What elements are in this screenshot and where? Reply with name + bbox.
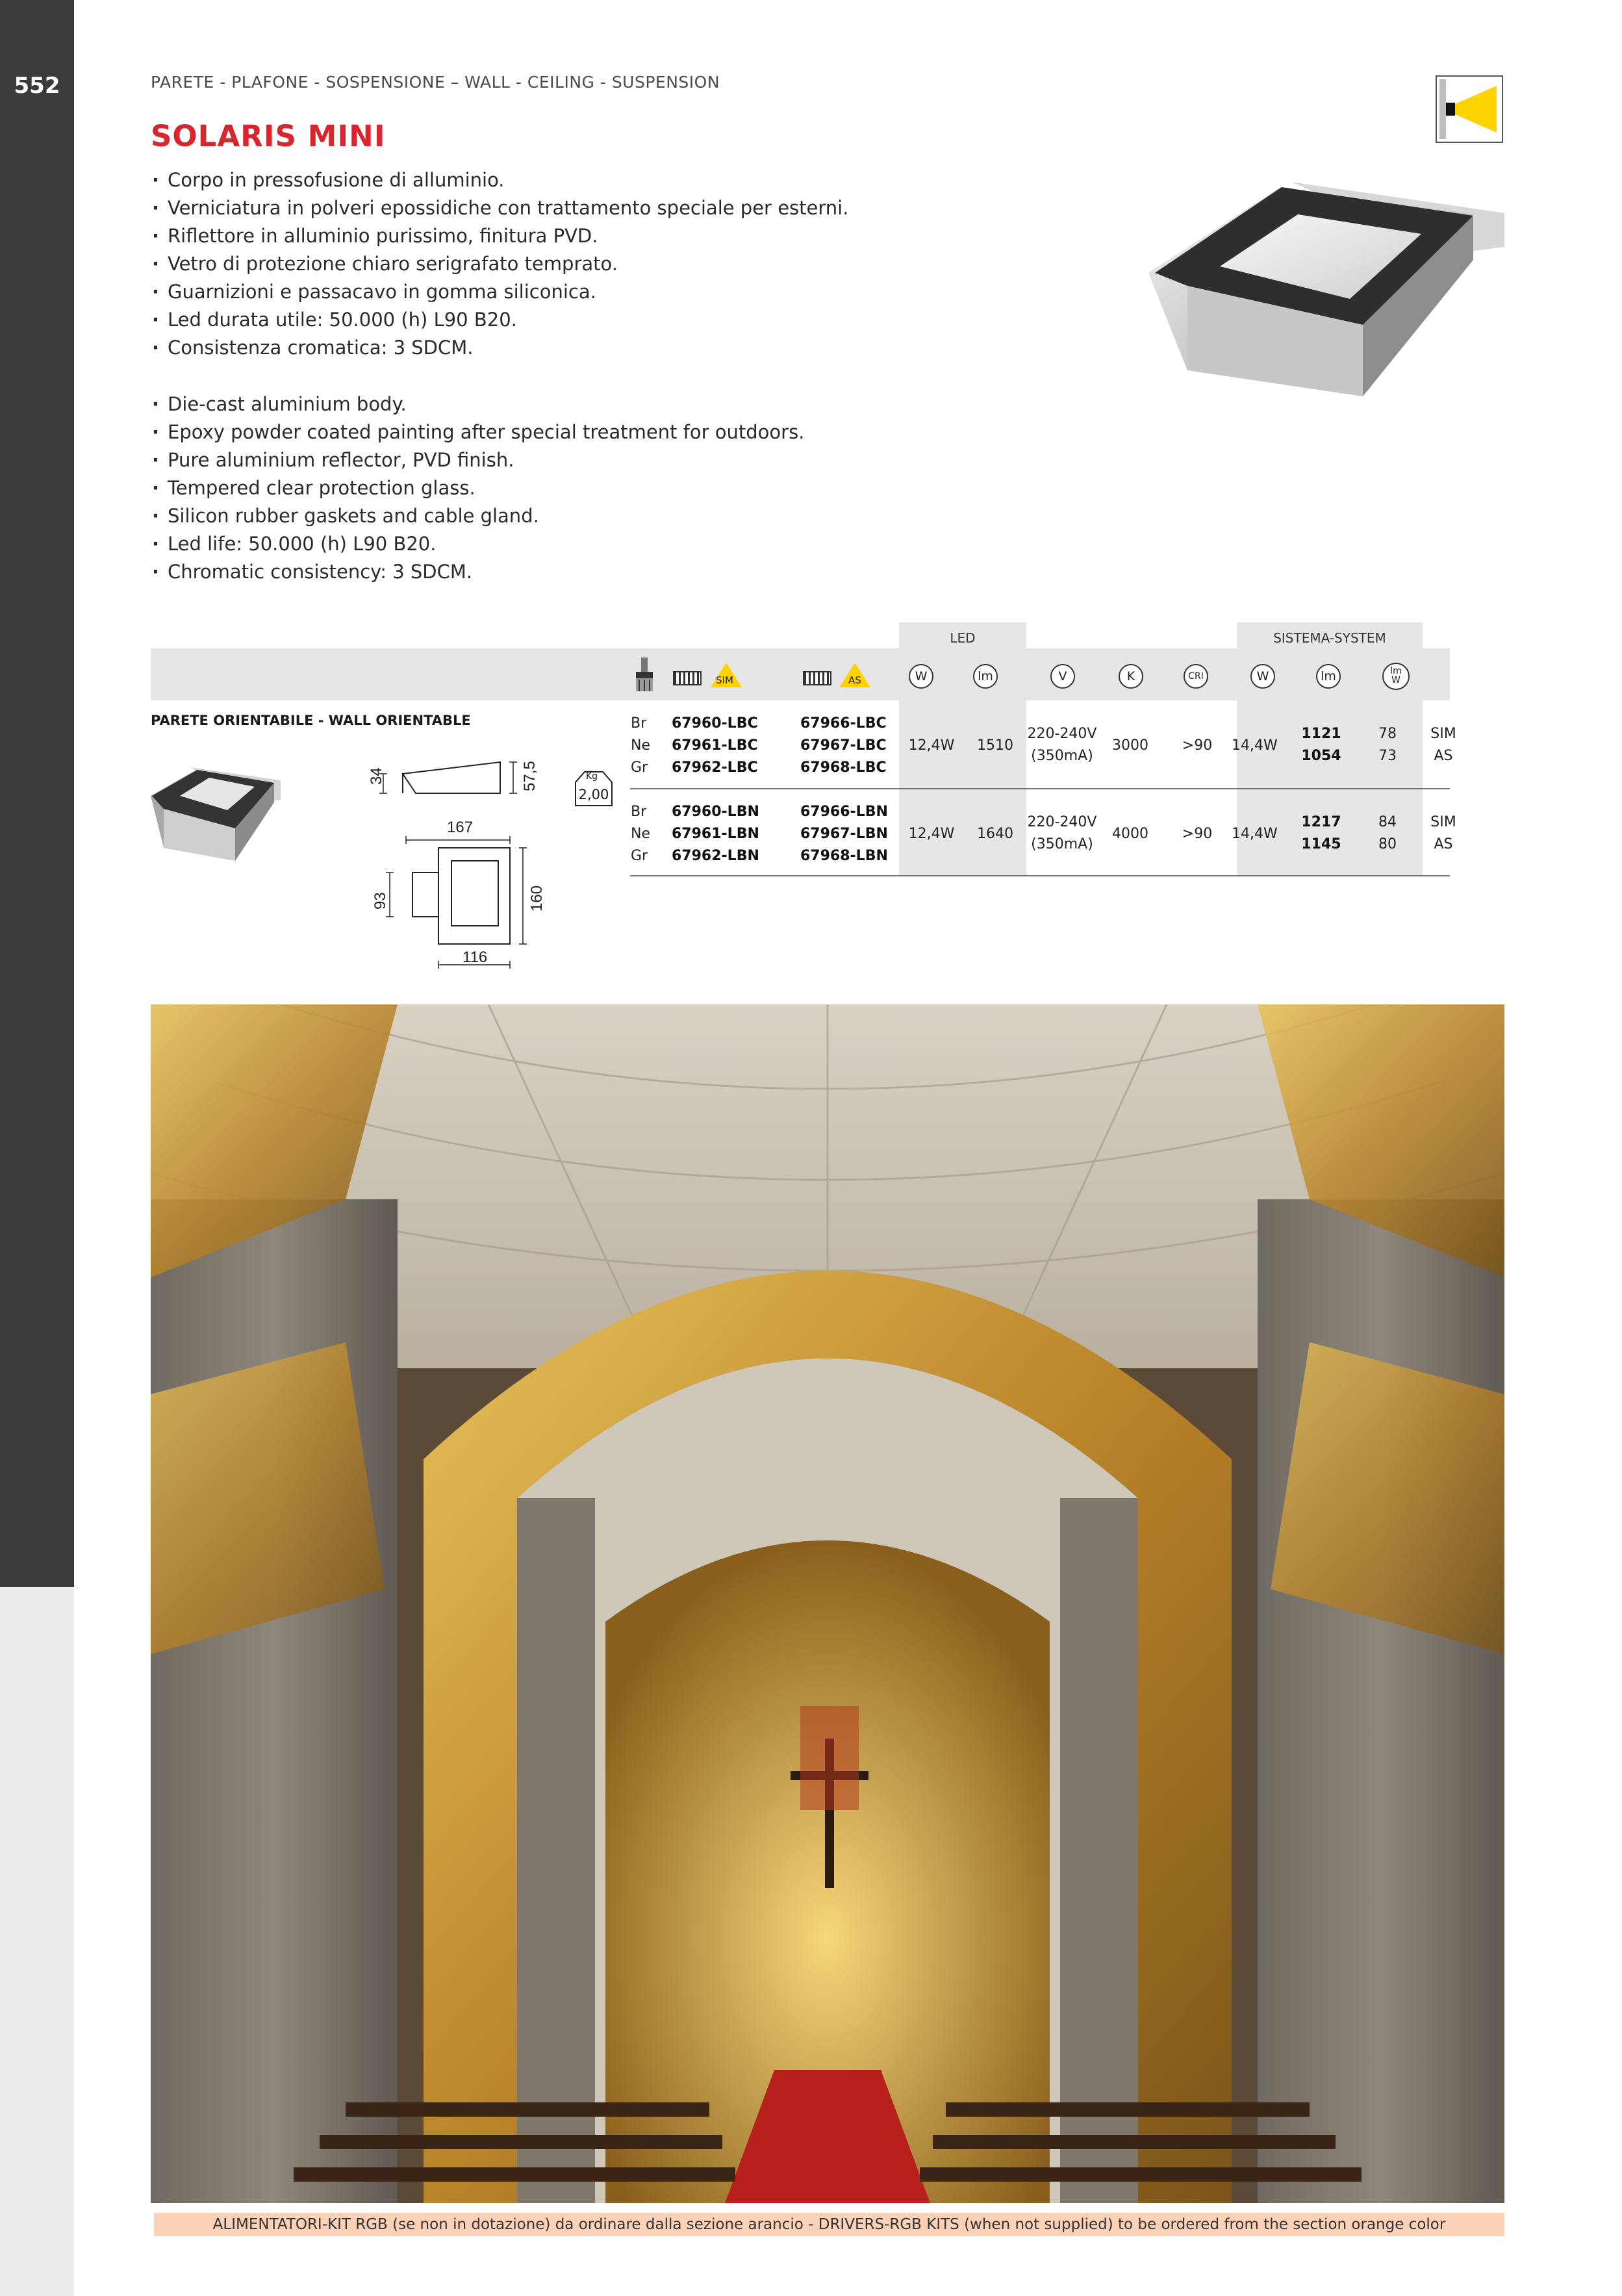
color-temperature: 4000 [1112, 826, 1148, 842]
code-sim: 67961-LBC [672, 737, 758, 754]
system-lumen: 1121 [1301, 726, 1341, 742]
efficacy-value: 78 [1378, 726, 1397, 742]
feature-item: · Silicon rubber gaskets and cable gland. [151, 502, 804, 530]
system-lumen: 1054 [1301, 748, 1341, 764]
led-watt: 12,4W [908, 826, 955, 842]
current: (350mA) [1031, 836, 1093, 852]
code-sim: 67961-LBN [672, 826, 759, 842]
kelvin-icon: K [1119, 664, 1143, 689]
barcode-icon [673, 671, 702, 685]
voltage: 220-240V [1027, 726, 1097, 742]
system-lumen: 1145 [1301, 836, 1341, 852]
barcode-icon [803, 671, 831, 685]
table-bottom-rule [630, 875, 1450, 876]
finish-cell: Gr [631, 848, 648, 864]
feature-item: · Pure aluminium reflector, PVD finish. [151, 446, 804, 474]
system-watt: 14,4W [1232, 737, 1278, 754]
feature-item: · Consistenza cromatica: 3 SDCM. [151, 334, 848, 362]
dimension-front-total: 160 [528, 885, 546, 912]
dimension-front-width: 116 [463, 949, 488, 966]
feature-item: · Corpo in pressofusione di alluminio. [151, 166, 848, 194]
system-group-label: SISTEMA-SYSTEM [1273, 630, 1386, 646]
application-photo [151, 1004, 1504, 2203]
page-number: 552 [14, 73, 60, 99]
row-divider [630, 788, 1450, 789]
watt-icon: W [909, 664, 933, 689]
feature-item: · Riflettore in alluminio purissimo, finitura PVD. [151, 222, 848, 250]
as-label: AS [848, 674, 861, 686]
product-thumbnail [151, 763, 287, 874]
feature-item: · Guarnizioni e passacavo in gomma siliconica. [151, 278, 848, 306]
color-temperature: 3000 [1112, 737, 1148, 754]
features-italian [151, 166, 848, 362]
efficacy-bottom-label: W [1391, 675, 1400, 685]
code-as: 67966-LBC [800, 715, 887, 732]
finish-brush-icon [633, 657, 655, 695]
footer-note: ALIMENTATORI-KIT RGB (se non in dotazione) da ordinare dalla sezione arancio - DRIVERS-RGB KITS (when not supplied) to be ordered from the section orange color [212, 2216, 1446, 2233]
code-as: 67968-LBN [800, 848, 888, 864]
feature-item: · Verniciatura in polveri epossidiche con trattamento speciale per esterni. [151, 194, 848, 222]
side-band [0, 0, 74, 1587]
system-lumen-icon: lm [1316, 664, 1341, 689]
led-lumen: 1510 [977, 737, 1013, 754]
finish-cell: Gr [631, 759, 648, 776]
code-as: 67966-LBN [800, 804, 888, 820]
code-as: 67967-LBC [800, 737, 887, 754]
system-lumen: 1217 [1301, 814, 1341, 830]
code-as: 67968-LBC [800, 759, 887, 776]
dimension-side-total: 57,5 [521, 761, 539, 791]
version-label: SIM [1430, 814, 1456, 830]
dimension-front-height: 93 [372, 892, 389, 910]
cri-value: >90 [1182, 826, 1213, 842]
feature-item: · Die-cast aluminium body. [151, 390, 804, 418]
page-title: SOLARIS MINI [151, 119, 386, 153]
code-sim: 67962-LBC [672, 759, 758, 776]
dimension-side-height: 34 [368, 767, 385, 785]
feature-item: · Led life: 50.000 (h) L90 B20. [151, 530, 804, 558]
features-english [151, 390, 804, 586]
efficacy-value: 80 [1378, 836, 1397, 852]
weight-unit: Kg [586, 771, 598, 782]
code-sim: 67960-LBN [672, 804, 759, 820]
version-label: AS [1434, 836, 1453, 852]
dimension-side-width: 167 [447, 819, 474, 836]
led-lumen: 1640 [977, 826, 1013, 842]
feature-item: · Chromatic consistency: 3 SDCM. [151, 558, 804, 586]
feature-item: · Epoxy powder coated painting after special treatment for outdoors. [151, 418, 804, 446]
wall-light-direction-icon [1436, 75, 1503, 143]
finish-cell: Ne [631, 737, 650, 754]
feature-item: · Vetro di protezione chiaro serigrafato temprato. [151, 250, 848, 278]
cri-icon: CRI [1184, 664, 1208, 689]
voltage: 220-240V [1027, 814, 1097, 830]
weight-value: 2,00 [578, 787, 609, 802]
code-as: 67967-LBN [800, 826, 888, 842]
sim-label: SIM [716, 674, 733, 686]
feature-item: · Led durata utile: 50.000 (h) L90 B20. [151, 306, 848, 334]
version-label: AS [1434, 748, 1453, 764]
code-sim: 67962-LBN [672, 848, 759, 864]
current: (350mA) [1031, 748, 1093, 764]
code-sim: 67960-LBC [672, 715, 758, 732]
finish-cell: Br [631, 715, 647, 732]
led-watt: 12,4W [908, 737, 955, 754]
product-image [1148, 175, 1504, 409]
efficacy-icon [1382, 663, 1410, 690]
system-watt: 14,4W [1232, 826, 1278, 842]
finish-cell: Ne [631, 826, 650, 842]
section-label: PARETE ORIENTABILE - WALL ORIENTABLE [151, 713, 471, 728]
feature-item: · Tempered clear protection glass. [151, 474, 804, 502]
voltage-icon: V [1050, 664, 1075, 689]
efficacy-value: 73 [1378, 748, 1397, 764]
side-band-light [0, 1587, 74, 2296]
cri-value: >90 [1182, 737, 1213, 754]
breadcrumb: PARETE - PLAFONE - SOSPENSIONE – WALL - CEILING - SUSPENSION [151, 73, 720, 92]
version-label: SIM [1430, 726, 1456, 742]
lumen-icon: lm [973, 664, 998, 689]
finish-cell: Br [631, 804, 647, 820]
efficacy-value: 84 [1378, 814, 1397, 830]
system-watt-icon: W [1250, 664, 1275, 689]
led-group-label: LED [950, 630, 976, 646]
efficacy-top-label: lm [1390, 666, 1402, 676]
